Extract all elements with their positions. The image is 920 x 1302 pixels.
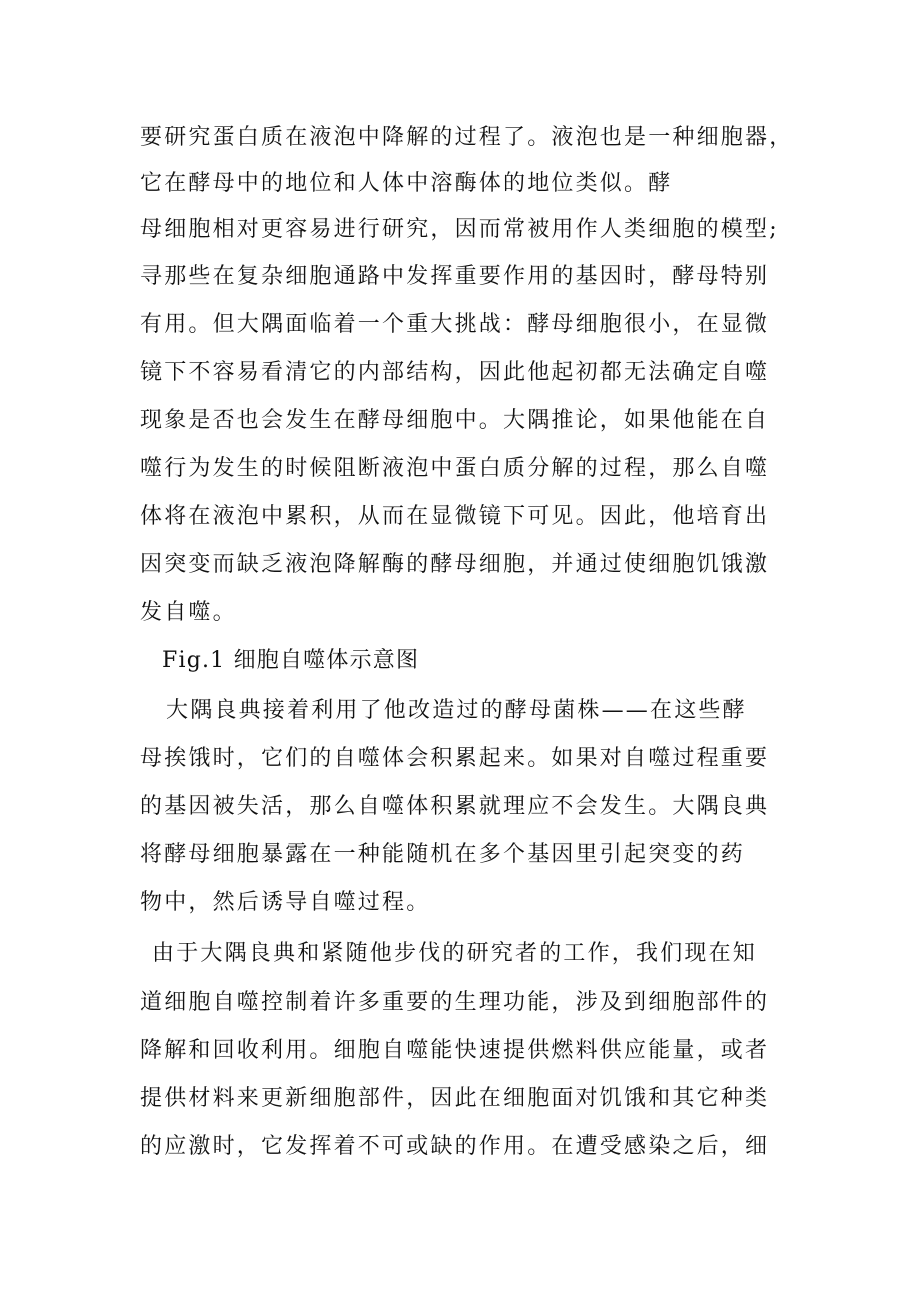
paragraph-3-line-1: 由于大隅良典和紧随他步伐的研究者的工作，我们现在知: [152, 941, 758, 966]
paragraph-2-line-5: 物中，然后诱导自噬过程。: [140, 890, 431, 915]
paragraph-3-line-3: 降解和回收利用。细胞自噬能快速提供燃料供应能量，或者: [140, 1038, 770, 1063]
paragraph-2-line-1: 大隅良典接着利用了他改造过的酵母菌株——在这些酵: [166, 698, 747, 723]
paragraph-3-line-4: 提供材料来更新细胞部件，因此在细胞面对饥饿和其它种类: [140, 1086, 770, 1111]
paragraph-1-line-8: 噬行为发生的时候阻断液泡中蛋白质分解的过程，那么自噬: [140, 456, 770, 481]
paragraph-1-line-3: 母细胞相对更容易进行研究，因而常被用作人类细胞的模型;: [140, 217, 779, 242]
figure-caption: Fig.1 细胞自噬体示意图: [162, 648, 420, 673]
paragraph-1-line-1: 要研究蛋白质在液泡中降解的过程了。液泡也是一种细胞器，: [140, 125, 794, 150]
paragraph-2-line-3: 的基因被失活，那么自噬体积累就理应不会发生。大隅良典: [140, 794, 770, 819]
paragraph-3-line-5: 的应激时，它发挥着不可或缺的作用。在遭受感染之后，细: [140, 1134, 770, 1159]
paragraph-2-line-4: 将酵母细胞暴露在一种能随机在多个基因里引起突变的药: [140, 842, 746, 867]
paragraph-1-line-4: 寻那些在复杂细胞通路中发挥重要作用的基因时，酵母特别: [140, 264, 770, 289]
paragraph-1-line-5: 有用。但大隅面临着一个重大挑战：酵母细胞很小，在显微: [140, 312, 770, 337]
paragraph-3-line-2: 道细胞自噬控制着许多重要的生理功能，涉及到细胞部件的: [140, 990, 770, 1015]
paragraph-1-line-7: 现象是否也会发生在酵母细胞中。大隅推论，如果他能在自: [140, 408, 770, 433]
paragraph-1-line-10: 因突变而缺乏液泡降解酶的酵母细胞，并通过使细胞饥饿激: [140, 552, 770, 577]
paragraph-1-line-9: 体将在液泡中累积，从而在显微镜下可见。因此，他培育出: [140, 504, 770, 529]
paragraph-1-line-6: 镜下不容易看清它的内部结构，因此他起初都无法确定自噬: [140, 360, 770, 385]
paragraph-1-line-2: 它在酵母中的地位和人体中溶酶体的地位类似。酵: [140, 171, 673, 196]
paragraph-2-line-2: 母挨饿时，它们的自噬体会积累起来。如果对自噬过程重要: [140, 746, 770, 771]
paragraph-1-line-11: 发自噬。: [140, 600, 237, 625]
